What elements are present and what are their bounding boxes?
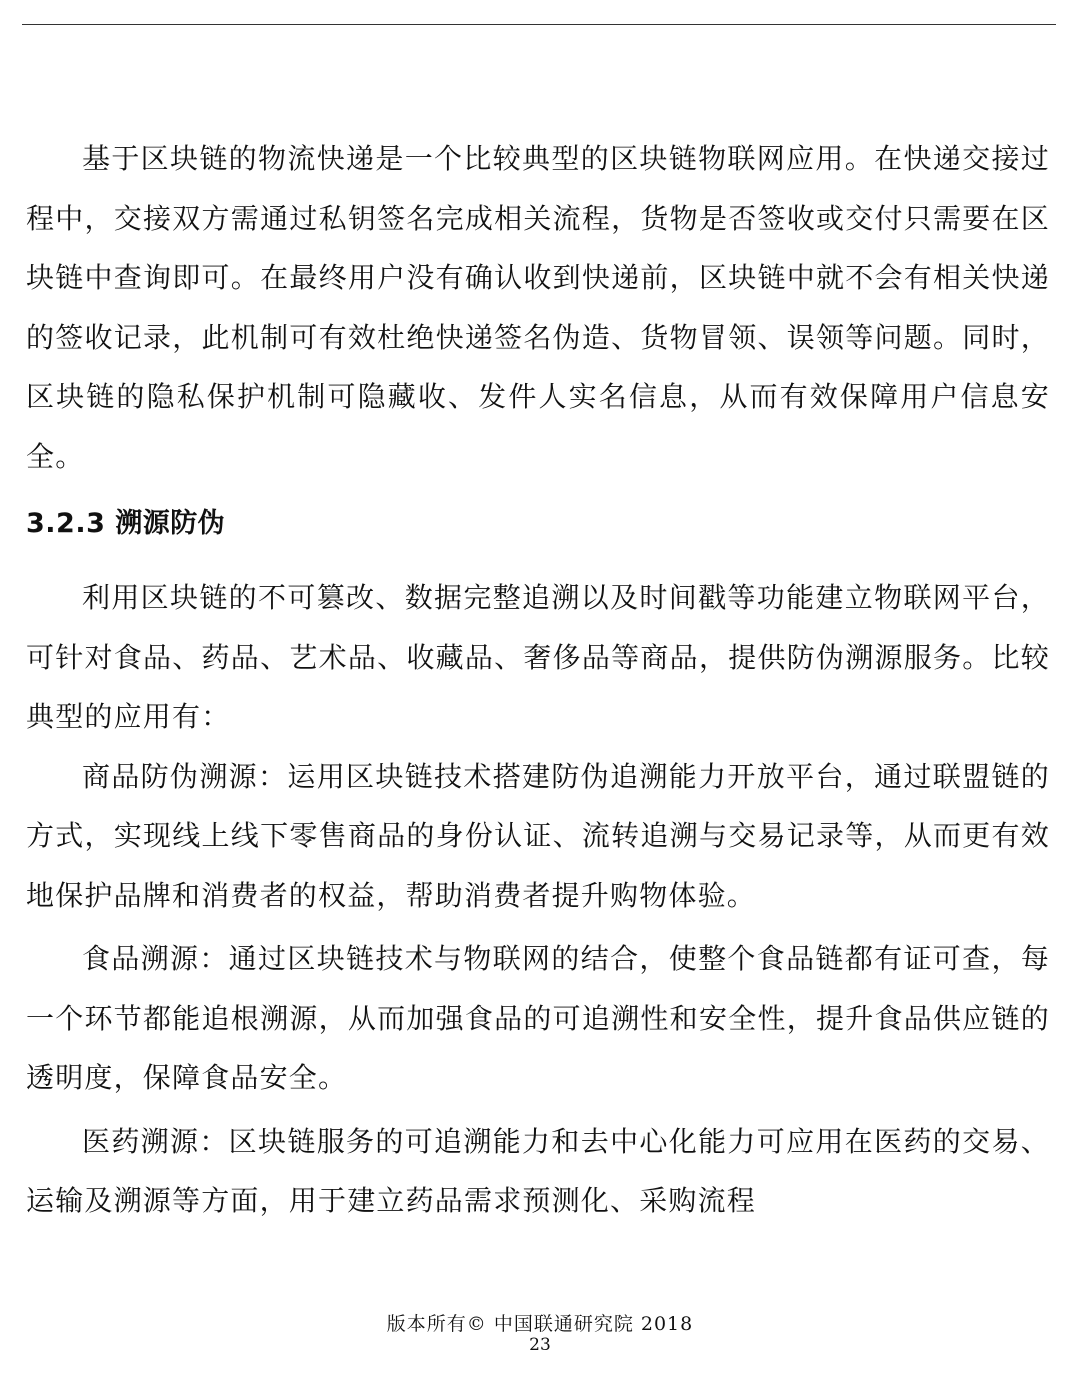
header-rule xyxy=(22,24,1056,25)
paragraph-traceability-intro: 利用区块链的不可篡改、数据完整追溯以及时间戳等功能建立物联网平台，可针对食品、药品、艺术品、收藏品、奢侈品等商品，提供防伪溯源服务。比较典型的应用有： xyxy=(26,581,1050,733)
paragraph-medicine-traceability: 医药溯源：区块链服务的可追溯能力和去中心化能力可应用在医药的交易、运输及溯源等方面，用于建立药品需求预测化、采购流程 xyxy=(26,1124,1050,1217)
paragraph-logistics: 基于区块链的物流快递是一个比较典型的区块链物联网应用。在快递交接过程中，交接双方需通过私钥签名完成相关流程，货物是否签收或交付只需要在区块链中查询即可。在最终用户没有确认收到快递前，区块链中就不会有相关快递的签收记录，此机制可有效杜绝快递签名伪造、货物冒领、误领等问题。同时，区块链的隐私保护机制可隐藏收、发件人实名信息，从而有效保障用户信息安全。 xyxy=(26,142,1050,473)
document-body xyxy=(26,129,1050,1231)
footer-copyright: 版本所有© 中国联通研究院 2018 xyxy=(386,1313,694,1335)
page-number: 23 xyxy=(529,1335,551,1355)
paragraph-food-traceability: 食品溯源：通过区块链技术与物联网的结合，使整个食品链都有证可查，每一个环节都能追根溯源，从而加强食品的可追溯性和安全性，提升食品供应链的透明度，保障食品安全。 xyxy=(26,942,1050,1094)
section-heading: 3.2.3 溯源防伪 xyxy=(26,508,226,539)
paragraph-product-traceability: 商品防伪溯源：运用区块链技术搭建防伪追溯能力开放平台，通过联盟链的方式，实现线上线下零售商品的身份认证、流转追溯与交易记录等，从而更有效地保护品牌和消费者的权益，帮助消费者提升购物体验。 xyxy=(26,759,1050,912)
